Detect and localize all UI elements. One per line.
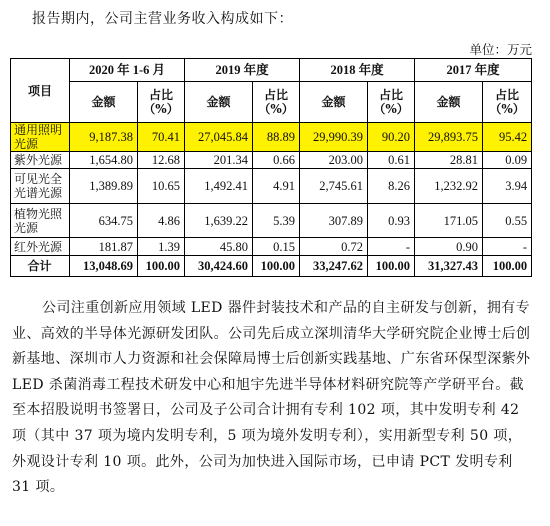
period-header: 2020 年 1-6 月 [70, 59, 185, 82]
table-cell: 95.42 [483, 123, 532, 152]
table-row [11, 152, 532, 169]
table-cell: 13,048.69 [70, 256, 138, 277]
table-cell: 28.81 [415, 152, 483, 169]
table-cell: 88.89 [253, 123, 300, 152]
ratio-header: 占比 （%） [253, 82, 300, 123]
table-cell: 100.00 [253, 256, 300, 277]
amount-header: 金额 [185, 82, 253, 123]
row-label: 紫外光源 [11, 152, 70, 169]
table-cell: 1.39 [138, 238, 185, 256]
table-cell: 100.00 [368, 256, 415, 277]
table-cell: 1,492.41 [185, 169, 253, 204]
table-row [11, 123, 532, 152]
table-cell: 181.87 [70, 238, 138, 256]
row-label: 合计 [11, 256, 70, 277]
table-cell: 10.65 [138, 169, 185, 204]
row-label: 红外光源 [11, 238, 70, 256]
period-header: 2019 年度 [185, 59, 300, 82]
period-header: 2017 年度 [415, 59, 532, 82]
table-cell: 30,424.60 [185, 256, 253, 277]
table-cell: 2,745.61 [300, 169, 368, 204]
table-cell: 12.68 [138, 152, 185, 169]
table-cell: 1,639.22 [185, 204, 253, 238]
table-cell: 70.41 [138, 123, 185, 152]
table-cell: 0.66 [253, 152, 300, 169]
amount-header: 金额 [300, 82, 368, 123]
table-cell: - [368, 238, 415, 256]
paragraph-text: 公司注重创新应用领域 LED 器件封装技术和产品的自主研发与创新，拥有专业、高效的半导体光源研发团队。公司先后成立深圳清华大学研究院企业博士后创新基地、深圳市人力资源和社会保障局博士后创新实践基地、广东省环保型深紫外 LED 杀菌消毒工程技术研发中心和旭宇先进半导体材料研究院等产学研平台。截至本招股说明书签署日，公司及子公司合计拥有专利 102 项，其中发明专利 42 项（其中 37 项为境内发明专利，5 项为境外发明专利），实用新型专利 50 项，外观设计专利 10 项。此外，公司为加快进入国际市场，已申请 PCT 发明专利 31 项。 [12, 300, 531, 496]
table-cell: 45.80 [185, 238, 253, 256]
unit-label: 单位：万元 [469, 42, 532, 57]
table-cell: 0.55 [483, 204, 532, 238]
table-cell: 634.75 [70, 204, 138, 238]
table-cell: 307.89 [300, 204, 368, 238]
table-cell: 9,187.38 [70, 123, 138, 152]
row-label: 植物光照光源 [11, 204, 70, 238]
total-row [11, 256, 532, 277]
table-cell: 4.86 [138, 204, 185, 238]
table-cell: 0.93 [368, 204, 415, 238]
ratio-header: 占比 （%） [483, 82, 532, 123]
table-cell: 171.05 [415, 204, 483, 238]
table-cell: 31,327.43 [415, 256, 483, 277]
period-header: 2018 年度 [300, 59, 415, 82]
table-cell: 3.94 [483, 169, 532, 204]
table-row [11, 204, 532, 238]
ratio-header: 占比 （%） [138, 82, 185, 123]
table-cell: 5.39 [253, 204, 300, 238]
table-cell: 29,990.39 [300, 123, 368, 152]
row-label: 可见光全光谱光源 [11, 169, 70, 204]
amount-header: 金额 [415, 82, 483, 123]
table-row [11, 238, 532, 256]
table-cell: 90.20 [368, 123, 415, 152]
table-cell: 0.90 [415, 238, 483, 256]
table-row [11, 169, 532, 204]
table-cell: 0.09 [483, 152, 532, 169]
table-cell: 100.00 [483, 256, 532, 277]
table-cell: 0.61 [368, 152, 415, 169]
table-cell: 29,893.75 [415, 123, 483, 152]
revenue-table [10, 58, 532, 277]
table-cell: 1,389.89 [70, 169, 138, 204]
table-cell: 203.00 [300, 152, 368, 169]
table-cell: 0.15 [253, 238, 300, 256]
table-cell: 1,232.92 [415, 169, 483, 204]
table-cell: 33,247.62 [300, 256, 368, 277]
ratio-header: 占比 （%） [368, 82, 415, 123]
table-cell: 27,045.84 [185, 123, 253, 152]
intro-text: 报告期内，公司主营业务收入构成如下： [32, 11, 293, 27]
table-cell: 4.91 [253, 169, 300, 204]
table-cell: - [483, 238, 532, 256]
table-cell: 8.26 [368, 169, 415, 204]
amount-header: 金额 [70, 82, 138, 123]
row-label: 通用照明光源 [11, 123, 70, 152]
table-cell: 100.00 [138, 256, 185, 277]
table-cell: 0.72 [300, 238, 368, 256]
table-cell: 201.34 [185, 152, 253, 169]
body-paragraph [12, 296, 536, 501]
table-cell: 1,654.80 [70, 152, 138, 169]
project-header: 项目 [11, 59, 70, 123]
